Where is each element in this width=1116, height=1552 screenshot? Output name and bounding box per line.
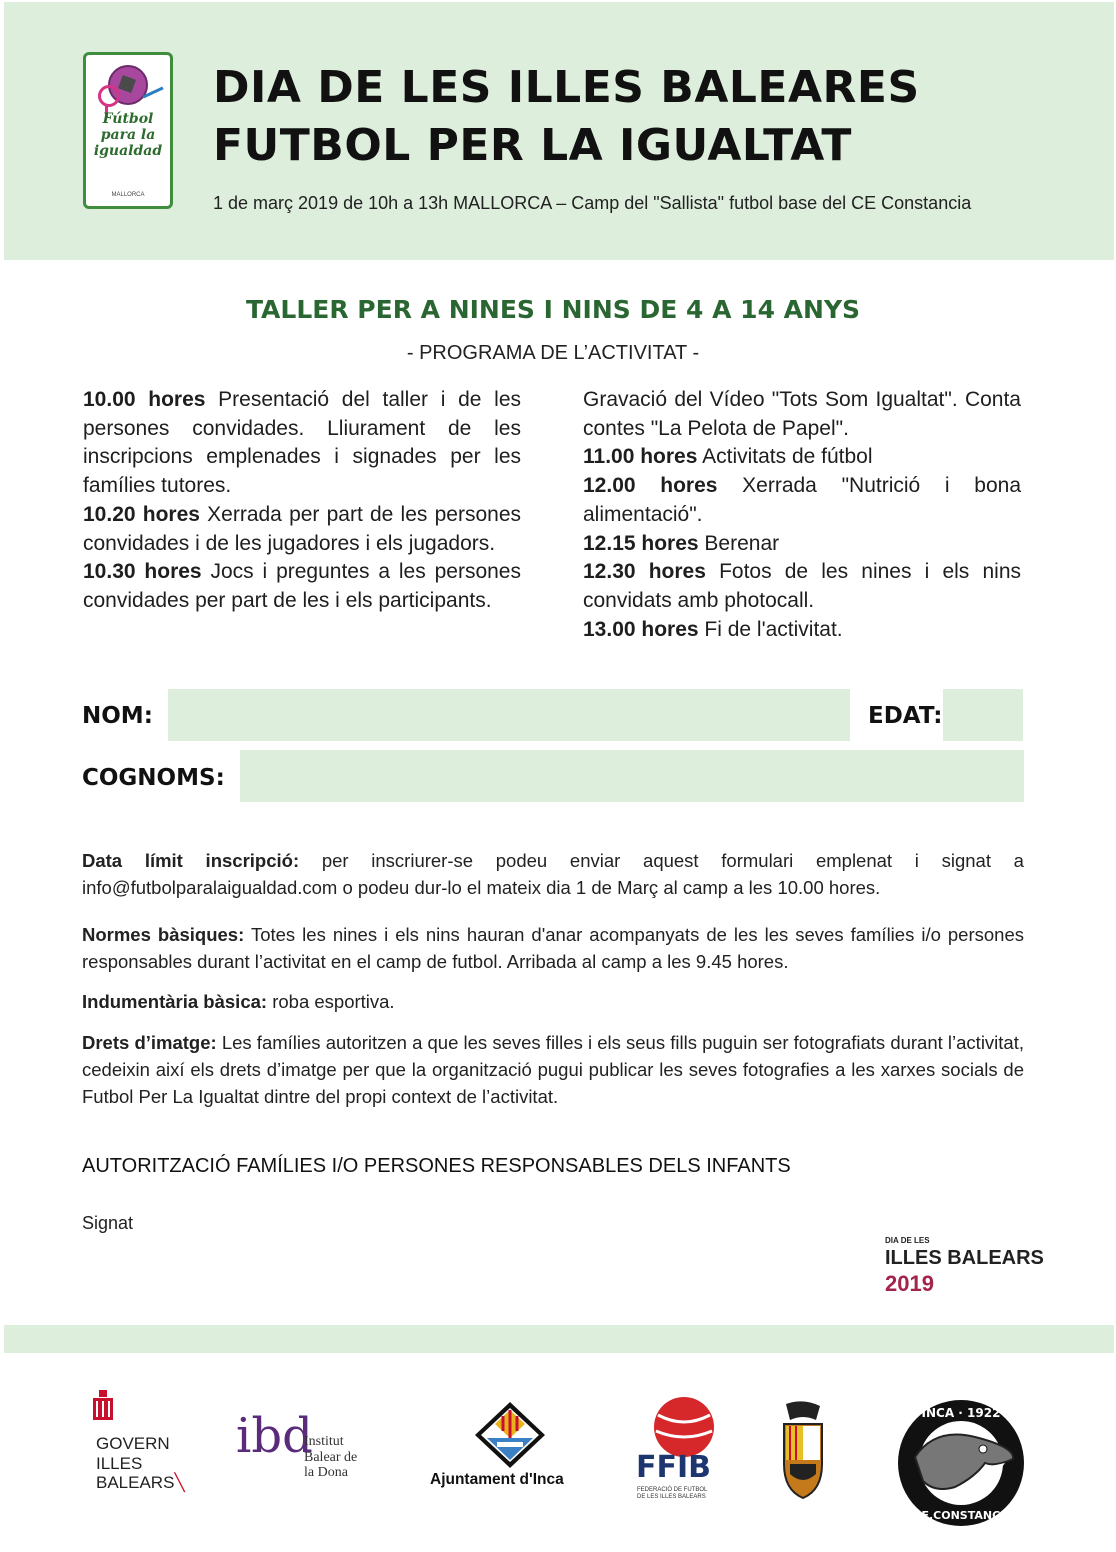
page-title-line2: FUTBOL PER LA IGUALTAT [213,120,852,171]
event-subtitle: 1 de març 2019 de 10h a 13h MALLORCA – Camp del "Sallista" futbol base del CE Constancia [213,193,972,213]
clothing-paragraph: Indumentària bàsica: roba esportiva. [82,991,395,1012]
diada-logo-year: 2019 [885,1271,934,1296]
age-label: EDAT: [868,703,943,729]
surname-field[interactable] [240,750,1024,802]
footer-band [4,1325,1114,1353]
ffib-logo-text: FFIB [636,1450,712,1485]
program-title: - PROGRAMA DE L’ACTIVITAT - [406,342,700,364]
age-field[interactable] [943,689,1023,741]
inca-logo-text: Ajuntament d'Inca [430,1471,564,1488]
program-item: 10.20 hores Xerrada per part de les persones convidades i de les jugadores i els jugadors. [83,502,521,555]
constancia-badge-icon [895,1397,1027,1529]
constancia-bottom-text: C.E.CONSTANCIA [909,1509,1013,1522]
program-item: 11.00 hores Activitats de fútbol [583,445,873,469]
authorization-title: AUTORITZACIÓ FAMÍLIES I/O PERSONES RESPONSABLES DELS INFANTS [82,1155,791,1177]
female-symbol-icon [98,85,120,107]
surname-label: COGNOMS: [82,765,225,791]
logo-sub: MALLORCA [111,192,145,198]
program-left-column [83,386,521,616]
program-item: 10.30 hores Jocs i preguntes a les persones convidades per part de les i els participants. [83,560,521,612]
program-item: 12.15 hores Berenar [583,531,780,555]
program-item: 12.30 hores Fotos de les nines i els nins convidats amb photocall. [583,560,1021,612]
deadline-paragraph: Data límit inscripció: per inscriurer-se podeu enviar aquest formulari emplenat i signat a info@futbolparalaigualdad.com o podeu dur-lo el mateix dia 1 de Març al camp a les 10.00 hores. [82,850,1024,898]
logo-line2: para la [100,127,156,143]
ibd-logo-text: Institut Balear de la Dona [304,1434,358,1480]
page-title-line1: DIA DE LES ILLES BALEARES [213,62,920,113]
program-item: 10.00 hores Presentació del taller i de les persones convidades. Lliurament de les inscripcions emplenades i signades per les famílies tutores. [83,388,522,498]
club-shield-icon [776,1400,830,1500]
rules-paragraph: Normes bàsiques: Totes les nines i els nins hauran d'anar acompanyats de les les seves famílies i/o persones responsables durant l’activitat en el camp de futbol. Arribada al camp a les 9.45 hores. [82,924,1025,972]
image-rights-paragraph: Drets d’imatge: Les famílies autoritzen a que les seves filles i els seus fills puguin ser fotografiats durant l’activitat, cedeixin així els drets d’imatge per que la organització pugui publicar les seves fotografies a les xarxes socials de Futbol Per La Igualtat dintre del propi context de l’activitat. [82,1032,1025,1107]
futbol-igualdad-logo [83,52,173,209]
inca-shield-icon [473,1400,547,1470]
program-right-column [583,386,1021,644]
program-item: 12.00 hores Xerrada "Nutrició i bona alimentació". [583,474,1021,526]
workshop-title: TALLER PER A NINES I NINS DE 4 A 14 ANYS [245,295,861,324]
name-label: NOM: [82,703,153,729]
constancia-top-text: INCA · 1922 [921,1406,1001,1420]
govern-logo-text: GOVERN ILLES BALEARS╲ [96,1434,185,1492]
diada-logo-name: ILLES BALEARS [885,1247,1044,1269]
name-field[interactable] [168,689,850,741]
program-item: Gravació del Vídeo "Tots Som Igualtat". Conta contes "La Pelota de Papel". [583,388,1021,440]
diada-logo-small: DIA DE LES [885,1236,930,1245]
logo-line3: igualdad [93,143,163,159]
govern-flag-icon [93,1390,113,1420]
logo-line1: Fútbol [102,111,154,127]
ffib-logo-sub: FEDERACIÓ DE FUTBOL DE LES ILLES BALEARS [637,1487,708,1500]
program-item: 13.00 hores Fi de l'activitat. [583,617,843,641]
ibd-logo-mark: ibd [236,1408,313,1464]
signature-label: Signat [82,1213,134,1233]
